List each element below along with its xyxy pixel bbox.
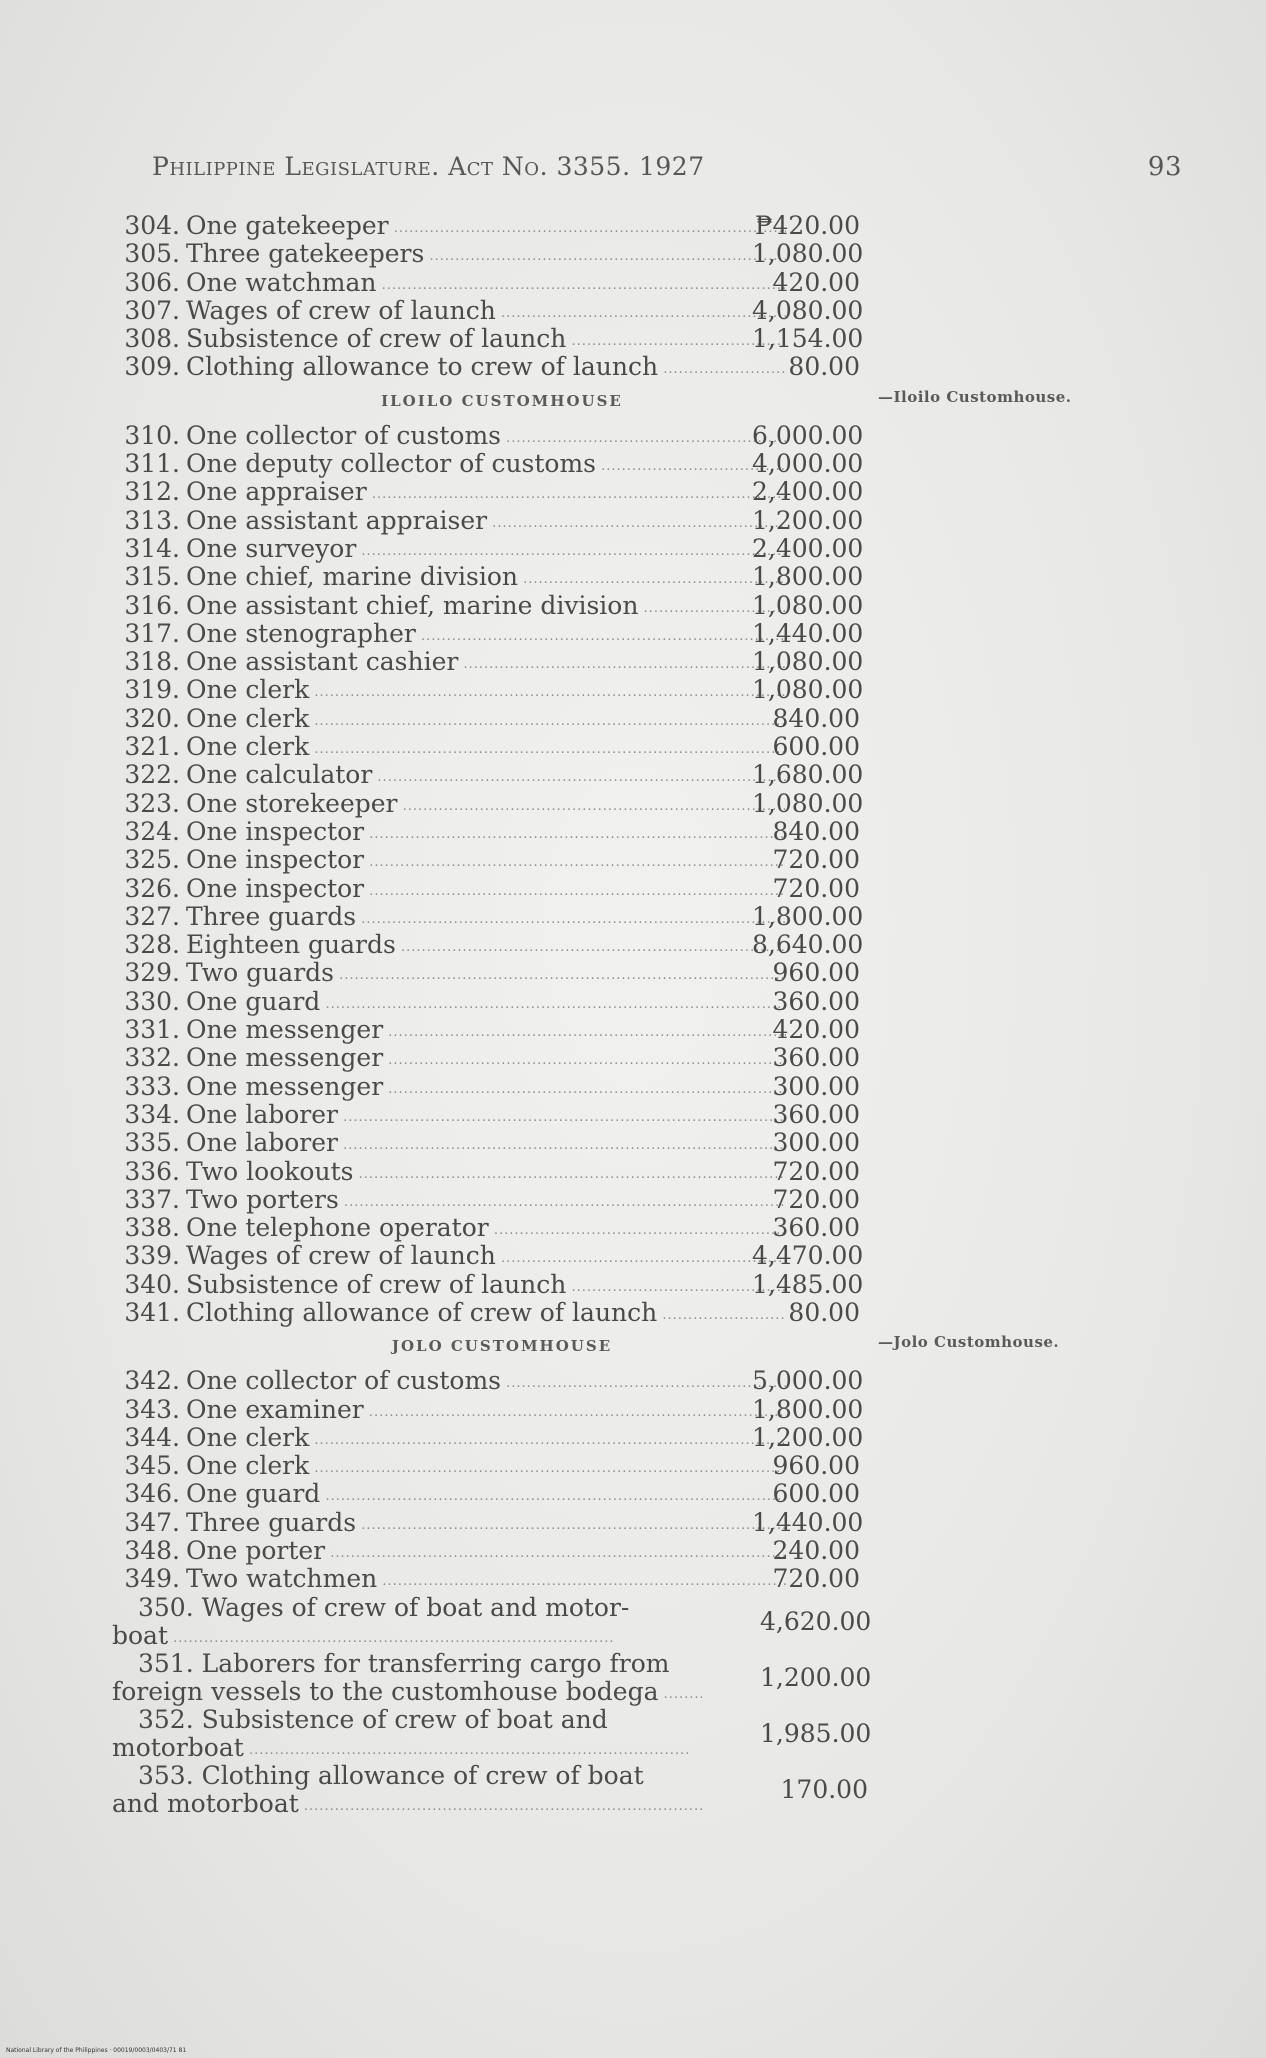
item-amount: 840.00 (772, 816, 860, 846)
item-label: One gatekeeper ..... (186, 212, 786, 243)
item-number: 314. (124, 533, 180, 563)
list-item (112, 1101, 892, 1129)
list-item (112, 1073, 892, 1101)
item-number: 330. (124, 986, 180, 1016)
item-amount: 1,080.00 (752, 590, 864, 620)
item-amount: 960.00 (772, 958, 860, 988)
item-label: Two porters ..... (186, 1186, 786, 1217)
list-item (112, 1016, 892, 1044)
item-amount: 300.00 (772, 1071, 860, 1101)
list-item (112, 1452, 892, 1480)
item-label: Two watchmen ..... (186, 1565, 786, 1596)
item-label: One guard ..... (186, 1480, 786, 1511)
list-item (112, 959, 892, 987)
item-label: One clerk ..... (186, 733, 786, 764)
list-item (112, 1299, 892, 1327)
item-label: One messenger ..... (186, 1016, 786, 1047)
item-amount: 360.00 (772, 1099, 860, 1129)
item-text (112, 1706, 702, 1765)
item-number: 309. (124, 352, 180, 382)
item-label: Three guards ..... (186, 903, 786, 934)
item-number: 323. (124, 788, 180, 818)
item-label: Clothing allowance to crew of launch ..... (186, 353, 786, 384)
list-item (112, 507, 892, 535)
item-number: 308. (124, 324, 180, 354)
list-item (112, 1762, 892, 1818)
item-amount: 1,800.00 (752, 1394, 864, 1424)
item-text (112, 1762, 702, 1821)
list-item (112, 353, 892, 381)
margin-note: —Jolo Customhouse. (878, 1333, 1060, 1352)
item-number: 343. (124, 1394, 180, 1424)
item-number: 344. (124, 1422, 180, 1452)
item-label: Clothing allowance of crew of launch ..... (186, 1299, 786, 1330)
list-item (112, 620, 892, 648)
item-label: One guard ..... (186, 988, 786, 1019)
item-number: 332. (124, 1043, 180, 1073)
list-item (112, 535, 892, 563)
item-amount: 300.00 (772, 1128, 860, 1158)
item-number: 317. (124, 618, 180, 648)
item-number: 336. (124, 1156, 180, 1186)
list-item (112, 676, 892, 704)
item-amount: 600.00 (772, 732, 860, 762)
item-label: One collector of customs ..... (186, 422, 786, 453)
item-amount: 1,680.00 (752, 760, 864, 790)
item-number: 329. (124, 958, 180, 988)
section-title: ILOILO CUSTOMHOUSE (381, 391, 623, 410)
item-label: One examiner ..... (186, 1396, 786, 1427)
item-number: 313. (124, 505, 180, 535)
item-number: 311. (124, 449, 180, 479)
list-item (112, 931, 892, 959)
item-text (112, 1650, 702, 1709)
item-label: Two lookouts ..... (186, 1158, 786, 1189)
item-amount: 1,440.00 (752, 618, 864, 648)
item-label: One inspector ..... (186, 875, 786, 906)
list-item (112, 1424, 892, 1452)
page-number: 93 (1147, 152, 1182, 182)
item-number: 315. (124, 562, 180, 592)
item-amount: 1,154.00 (752, 324, 864, 354)
item-label: One messenger ..... (186, 1073, 786, 1104)
list-item (112, 212, 892, 240)
item-number: 327. (124, 901, 180, 931)
item-number: 326. (124, 873, 180, 903)
scan-footer-stamp: National Library of the Philippines · 00019/0003/0403/71 81 (6, 2047, 187, 2054)
item-label: One storekeeper ..... (186, 790, 786, 821)
item-amount: 420.00 (772, 1015, 860, 1045)
list-item (112, 733, 892, 761)
item-amount: 1,440.00 (752, 1507, 864, 1537)
section-title: JOLO CUSTOMHOUSE (391, 1337, 613, 1356)
item-amount: 80.00 (788, 352, 860, 382)
appropriation-entries (112, 211, 1072, 1818)
margin-note: —Iloilo Customhouse. (878, 387, 1072, 406)
item-amount: 170.00 (780, 1774, 868, 1804)
item-label: Three guards ..... (186, 1509, 786, 1540)
item-amount: ₱420.00 (754, 211, 860, 240)
item-amount: 1,800.00 (752, 901, 864, 931)
item-number: 347. (124, 1507, 180, 1537)
list-item (112, 875, 892, 903)
item-amount: 2,400.00 (752, 533, 864, 563)
item-label: One assistant chief, marine division ..... (186, 592, 786, 623)
item-number: 341. (124, 1297, 180, 1327)
item-label: One chief, marine division ..... (186, 563, 786, 594)
item-amount: 720.00 (772, 1184, 860, 1214)
item-number: 307. (124, 295, 180, 325)
item-label: One assistant appraiser ..... (186, 507, 786, 538)
list-item (112, 988, 892, 1016)
item-amount: 1,200.00 (752, 1422, 864, 1452)
list-item (112, 1650, 892, 1706)
list-item (112, 1594, 892, 1650)
list-item (112, 1565, 892, 1593)
list-item (112, 705, 892, 733)
item-amount: 80.00 (788, 1297, 860, 1327)
item-amount: 720.00 (772, 1564, 860, 1594)
list-item (112, 1537, 892, 1565)
item-amount: 720.00 (772, 1156, 860, 1186)
item-label: Wages of crew of launch ..... (186, 1242, 786, 1273)
item-number: 340. (124, 1269, 180, 1299)
list-item (112, 846, 892, 874)
item-number: 312. (124, 477, 180, 507)
item-label: One messenger ..... (186, 1044, 786, 1075)
item-amount: 360.00 (772, 986, 860, 1016)
item-number: 306. (124, 267, 180, 297)
item-label: One clerk ..... (186, 1424, 786, 1455)
item-number: 348. (124, 1536, 180, 1566)
list-item (112, 1044, 892, 1072)
running-header (152, 152, 1182, 188)
list-item (112, 478, 892, 506)
item-number: 324. (124, 816, 180, 846)
list-item (112, 592, 892, 620)
item-number: 335. (124, 1128, 180, 1158)
item-label: One clerk ..... (186, 1452, 786, 1483)
item-amount: 4,080.00 (752, 295, 864, 325)
item-amount: 1,800.00 (752, 562, 864, 592)
section-general (112, 212, 892, 382)
item-amount: 8,640.00 (752, 930, 864, 960)
item-label: Three gatekeepers ..... (186, 240, 786, 271)
list-item (112, 1271, 892, 1299)
item-line: 352. Subsistence of crew of boat and (138, 1704, 608, 1734)
item-number: 342. (124, 1366, 180, 1396)
item-label: One laborer ..... (186, 1129, 786, 1160)
item-number: 328. (124, 930, 180, 960)
item-amount: 6,000.00 (752, 420, 864, 450)
item-line: and motorboat ..... (112, 1790, 702, 1821)
item-label: Wages of crew of launch ..... (186, 297, 786, 328)
item-number: 337. (124, 1184, 180, 1214)
item-amount: 1,985.00 (760, 1718, 872, 1748)
item-amount: 4,000.00 (752, 449, 864, 479)
item-label: One clerk ..... (186, 676, 786, 707)
item-number: 325. (124, 845, 180, 875)
item-number: 319. (124, 675, 180, 705)
item-label: One calculator ..... (186, 761, 786, 792)
list-item (112, 563, 892, 591)
item-amount: 4,470.00 (752, 1241, 864, 1271)
section-heading-iloilo (112, 382, 1072, 422)
list-item (112, 269, 892, 297)
item-amount: 1,485.00 (752, 1269, 864, 1299)
list-item (112, 790, 892, 818)
item-line: 350. Wages of crew of boat and motor- (138, 1592, 630, 1622)
item-number: 345. (124, 1451, 180, 1481)
list-item (112, 1214, 892, 1242)
item-number: 331. (124, 1015, 180, 1045)
list-item (112, 1129, 892, 1157)
list-item (112, 818, 892, 846)
header-title: Philippine Legislature. Act No. 3355. 1927 (152, 152, 705, 181)
item-amount: 600.00 (772, 1479, 860, 1509)
item-label: One deputy collector of customs ..... (186, 450, 786, 481)
item-amount: 840.00 (772, 703, 860, 733)
item-label: Two guards ..... (186, 959, 786, 990)
item-amount: 420.00 (772, 267, 860, 297)
list-item (112, 1480, 892, 1508)
item-label: Eighteen guards ..... (186, 931, 786, 962)
item-line: 353. Clothing allowance of crew of boat (138, 1760, 644, 1790)
item-amount: 1,080.00 (752, 647, 864, 677)
item-number: 349. (124, 1564, 180, 1594)
item-number: 333. (124, 1071, 180, 1101)
section-iloilo (112, 422, 892, 1328)
list-item (112, 1242, 892, 1270)
list-item (112, 648, 892, 676)
list-item (112, 1367, 892, 1395)
section-heading-jolo (112, 1327, 1060, 1367)
list-item (112, 450, 892, 478)
list-item (112, 1158, 892, 1186)
list-item (112, 240, 892, 268)
item-label: One laborer ..... (186, 1101, 786, 1132)
item-label: One collector of customs ..... (186, 1367, 786, 1398)
item-amount: 240.00 (772, 1536, 860, 1566)
item-number: 338. (124, 1213, 180, 1243)
item-label: One telephone operator ..... (186, 1214, 786, 1245)
item-label: One inspector ..... (186, 846, 786, 877)
list-item (112, 1509, 892, 1537)
item-number: 318. (124, 647, 180, 677)
item-number: 322. (124, 760, 180, 790)
item-number: 304. (124, 211, 180, 240)
item-number: 334. (124, 1099, 180, 1129)
item-text (112, 1594, 702, 1653)
item-line: 351. Laborers for transferring cargo from (138, 1648, 670, 1678)
item-amount: 1,080.00 (752, 788, 864, 818)
list-item (112, 761, 892, 789)
item-label: One porter ..... (186, 1537, 786, 1568)
list-item (112, 1706, 892, 1762)
item-number: 310. (124, 420, 180, 450)
section-jolo (112, 1367, 892, 1817)
list-item (112, 422, 892, 450)
item-line: boat ..... (112, 1622, 702, 1653)
item-line: motorboat ..... (112, 1734, 702, 1765)
item-number: 305. (124, 239, 180, 269)
list-item (112, 1186, 892, 1214)
list-item (112, 903, 892, 931)
item-label: One assistant cashier ..... (186, 648, 786, 679)
item-number: 320. (124, 703, 180, 733)
item-amount: 1,200.00 (752, 505, 864, 535)
item-amount: 360.00 (772, 1043, 860, 1073)
item-amount: 720.00 (772, 845, 860, 875)
list-item (112, 297, 892, 325)
item-number: 316. (124, 590, 180, 620)
item-amount: 1,080.00 (752, 675, 864, 705)
item-amount: 360.00 (772, 1213, 860, 1243)
item-label: One surveyor ..... (186, 535, 786, 566)
item-amount: 720.00 (772, 873, 860, 903)
item-label: Subsistence of crew of launch ..... (186, 1271, 786, 1302)
item-label: One watchman ..... (186, 269, 786, 300)
item-label: Subsistence of crew of launch ..... (186, 325, 786, 356)
item-number: 321. (124, 732, 180, 762)
list-item (112, 325, 892, 353)
item-amount: 1,080.00 (752, 239, 864, 269)
item-amount: 1,200.00 (760, 1662, 872, 1692)
item-number: 339. (124, 1241, 180, 1271)
item-label: One clerk ..... (186, 705, 786, 736)
item-label: One appraiser ..... (186, 478, 786, 509)
item-label: One inspector ..... (186, 818, 786, 849)
item-amount: 5,000.00 (752, 1366, 864, 1396)
item-amount: 4,620.00 (760, 1606, 872, 1636)
item-amount: 2,400.00 (752, 477, 864, 507)
list-item (112, 1396, 892, 1424)
item-amount: 960.00 (772, 1451, 860, 1481)
item-line: foreign vessels to the customhouse bodega ..... (112, 1678, 702, 1709)
item-label: One stenographer ..... (186, 620, 786, 651)
item-number: 346. (124, 1479, 180, 1509)
